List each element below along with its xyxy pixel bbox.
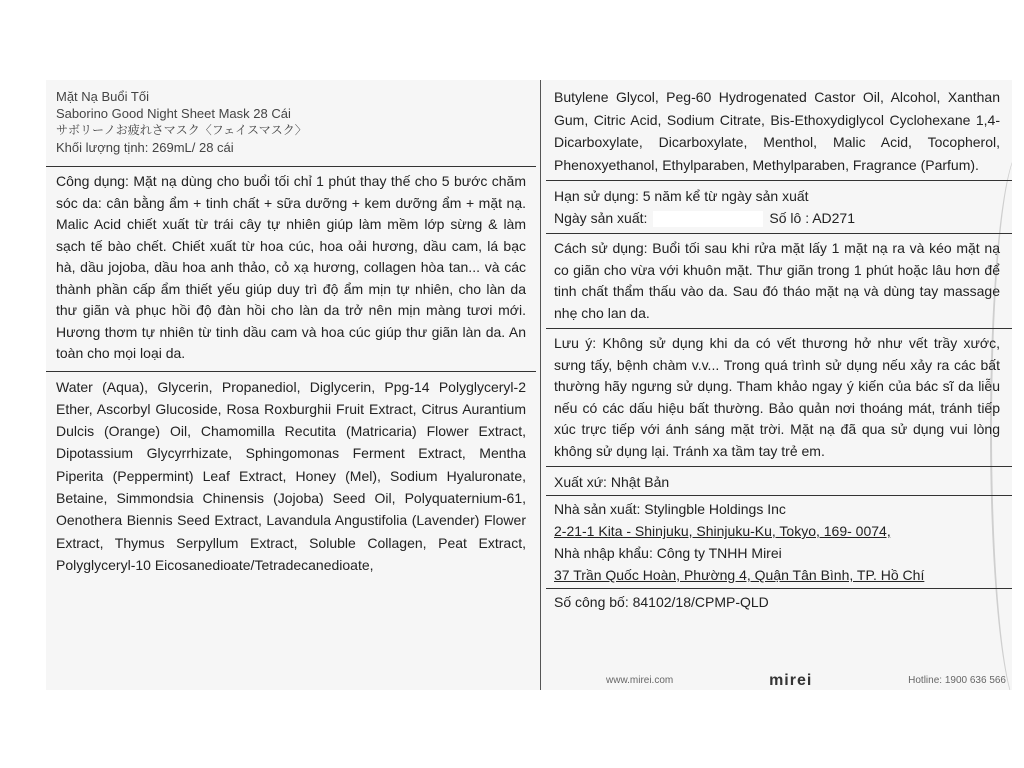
importer-text: Nhà nhập khẩu: Công ty TNHH Mirei xyxy=(554,545,782,561)
column-divider xyxy=(540,80,541,690)
title-vi: Mặt Nạ Buổi Tối xyxy=(56,89,149,104)
divider xyxy=(46,166,536,167)
ingredients-continued: Butylene Glycol, Peg-60 Hydrogenated Castor Oil, Alcohol, Xanthan Gum, Citric Acid, Sodium Citrate, Bis-Ethoxydiglycol Cyclohexane 1,4-Dicarboxylate, Dicarboxylate, Menthol, Malic Acid, Tocopherol, Phenoxyethanol, Ethylparaben, Methylparaben, Fragrance (Parfum). xyxy=(554,89,1000,173)
expiry-text: Hạn sử dụng: 5 năm kể từ ngày sản xuất xyxy=(554,188,809,204)
title-en: Saborino Good Night Sheet Mask 28 Cái xyxy=(56,106,291,121)
divider xyxy=(46,371,536,372)
usage-text: Công dụng: Mặt nạ dùng cho buổi tối chỉ 1 phút thay thế cho 5 bước chăm sóc da: cân bằng ẩm + tinh chất + sữa dưỡng + kem dưỡng ẩm + mặt nạ. Malic Acid chiết xuất từ trái cây tự nhiên giúp làm mềm lớp sừng & làm sạch tế bào chết. Chiết xuất từ hoa cúc, hoa oải hương, dầu cam, lá bạc hà, dầu jojoba, dầu hoa anh thảo, cỏ xạ hương, collagen hòa tan... và các thành phần cấp ẩm thiết yếu giúp duy trì độ ẩm mịn tự nhiên, cho làn da thư giãn và phục hồi độ đàn hồi cho làn da trở nên mịn màng tươi mới. Hương thơm tự nhiên từ tinh dầu cam và hoa cúc giúp thư giãn làn da. An toàn cho mọi loại da. xyxy=(56,173,526,361)
directions-text: Cách sử dụng: Buổi tối sau khi rửa mặt lấy 1 mặt nạ ra và kéo mặt nạ co giãn cho vừa với khuôn mặt. Thư giãn trong 1 phút hoặc lâu hơn để tinh chất thẩm thấu vào da. Sau đó tháo mặt nạ và dùng tay massage nhẹ cho lan da. xyxy=(554,240,1000,321)
manufacturer-address: 2-21-1 Kita - Shinjuku, Shinjuku-Ku, Tokyo, 169- 0074, xyxy=(554,523,891,539)
registration-number: Số công bố: 84102/18/CPMP-QLD xyxy=(554,594,769,610)
manufacturer-text: Nhà sản xuất: Stylingble Holdings Inc xyxy=(554,501,786,517)
lot-number: Số lô : AD271 xyxy=(769,210,856,226)
left-column xyxy=(46,80,536,576)
batch-line xyxy=(554,207,1004,229)
net-weight: Khối lượng tịnh: 269mL/ 28 cái xyxy=(56,140,234,155)
redacted-date xyxy=(653,211,763,227)
divider xyxy=(546,588,1012,589)
mfg-date-label: Ngày sản xuất: xyxy=(554,210,648,226)
importer-address: 37 Trần Quốc Hoàn, Phường 4, Quận Tân Bình, TP. Hồ Chí xyxy=(554,567,925,583)
website-text: www.mirei.com xyxy=(606,675,674,686)
brand-logo: mirei xyxy=(769,672,813,689)
company-info xyxy=(546,471,1012,613)
title-jp: サボリーノお疲れさマスク〈フェイスマスク〉 xyxy=(56,123,307,137)
right-column xyxy=(546,80,1012,689)
divider xyxy=(546,180,1012,181)
footer xyxy=(606,672,1006,690)
origin-text: Xuất xứ: Nhật Bản xyxy=(554,474,670,490)
ingredients-text: Water (Aqua), Glycerin, Propanediol, Diglycerin, Ppg-14 Polyglyceryl-2 Ether, Ascorbyl Glucoside, Rosa Roxburghii Fruit Extract, Citrus Aurantium Dulcis (Orange) Oil, Chamomilla Recutita (Matricaria) Flower Extract, Dipotassium Glycyrrhizate, Sphingomonas Ferment Extract, Mentha Piperita (Peppermint) Leaf Extract, Honey (Mel), Sodium Hyaluronate, Betaine, Simmondsia Chinensis (Jojoba) Seed Oil, Polyquaternium-61, Oenothera Biennis Seed Extract, Lavandula Angustifolia (Lavender) Flower Extract, Thymus Serpyllum Extract, Soluble Collagen, Peat Extract, Polyglyceryl-10 Eicosanedioate/Tetradecanedioate, xyxy=(56,378,526,573)
divider xyxy=(546,328,1012,329)
divider xyxy=(546,495,1012,496)
product-header xyxy=(46,80,536,162)
divider xyxy=(546,466,1012,467)
expiry-block xyxy=(546,185,1012,229)
caution-text: Lưu ý: Không sử dụng khi da có vết thương hở như vết trầy xước, sưng tấy, bệnh chàm v.v... Trong quá trình sử dụng nếu xảy ra các bất thường hãy ngưng sử dụng. Tham khảo ngay ý kiến của bác sĩ da liễu nếu có các dấu hiệu bất thường. Bảo quản nơi thoáng mát, tránh tiếp xúc trực tiếp với ánh sáng mặt trời. Mặt nạ đã qua sử dụng vui lòng không sử dụng lại. Tránh xa tầm tay trẻ em. xyxy=(554,335,1000,459)
divider xyxy=(546,233,1012,234)
hotline-text: Hotline: 1900 636 566 xyxy=(908,675,1006,686)
product-label xyxy=(46,80,1012,690)
